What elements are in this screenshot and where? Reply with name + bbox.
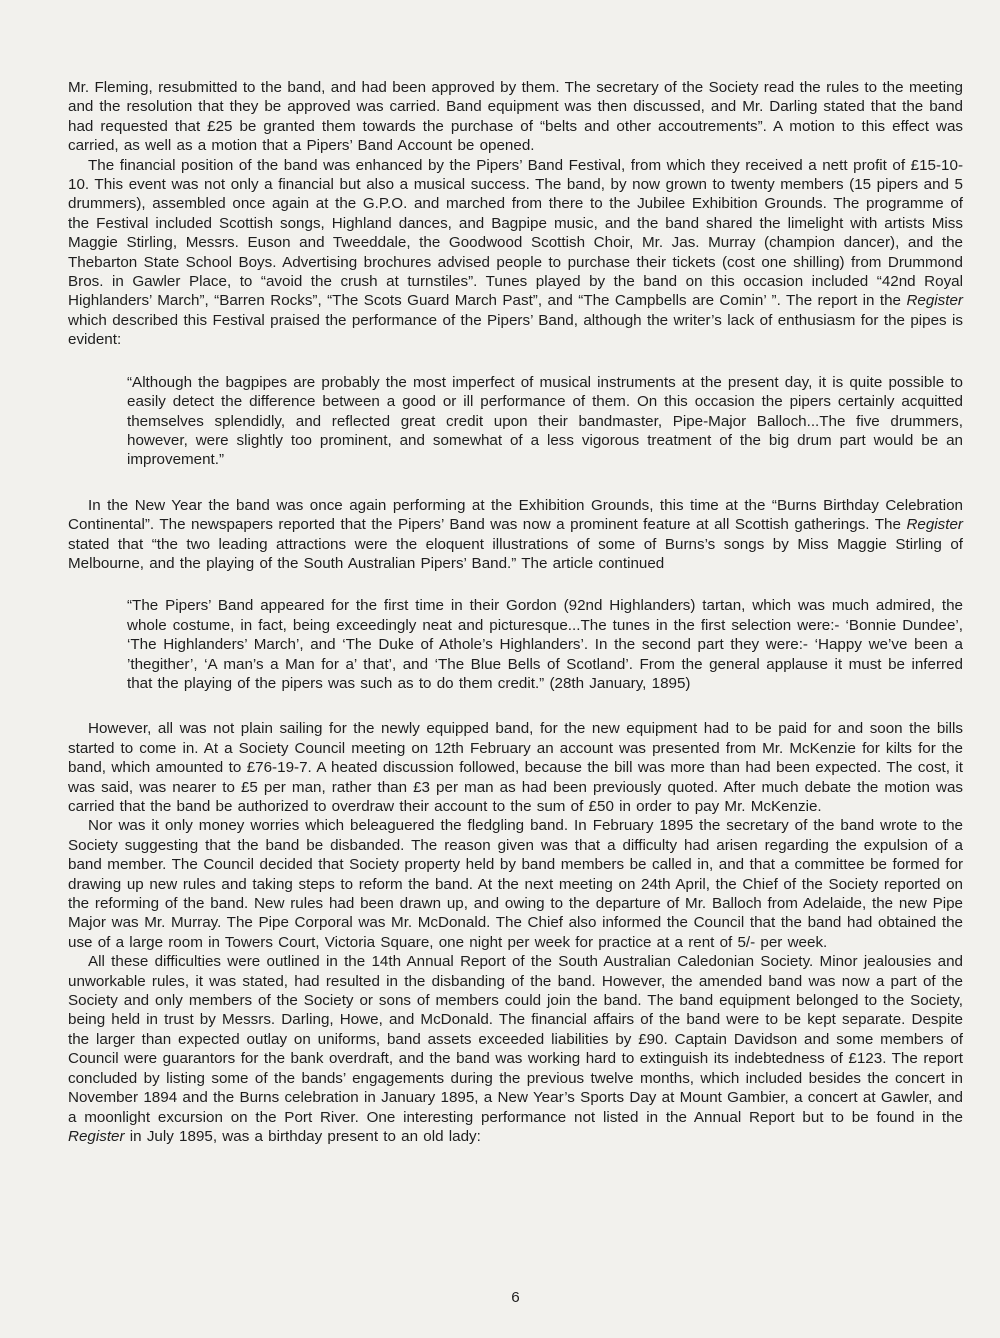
paragraph-continuation: Mr. Fleming, resubmitted to the band, and had been approved by them. The secretary of the Society read the rules to the meeting and the resolution that they be approved was carried. Band equipment was then discussed, and Mr. Darling stated that the band had requested that £25 be granted them towards the purchase of “belts and other accoutrements”. A motion to this effect was carried, as well as a motion that a Pipers’ Band Account be opened.	[68, 79, 963, 155]
paragraph-festival: The financial position of the band was enhanced by the Pipers’ Band Festival, from which they received a nett profit of £15-10-10. This event was not only a financial but also a musical success. The band, by now grown to twenty members (15 pipers and 5 drummers), assembled once again at the G.P.O. and marched from there to the Jubilee Exhibition Grounds. The programme of the Festival included Scottish songs, Highland dances, and Bagpipe music, and the band shared the limelight with artists Miss Maggie Stirling, Messrs. Euson and Tweeddale, the Goodwood Scottish Choir, Mr. Jas. Murray (champion dancer), and the Thebarton State School Boys. Advertising brochures advised people to purchase their tickets (cost one shilling) from Drummond Bros. in Gawler Place, to “avoid the crush at turnstiles”. Tunes played by the band on this occasion included “42nd Royal Highlanders’ March”, “Barren Rocks”, “The Scots Guard March Past”, and “The Campbells are Comin’ ”. The report in the Register which described this Festival praised the performance of the Pipers’ Band, although the writer’s lack of enthusiasm for the pipes is evident:	[68, 156, 963, 349]
paragraph-annual-report: All these difficulties were outlined in the 14th Annual Report of the South Australian Caledonian Society. Minor jealousies and unworkable rules, it was stated, had resulted in the disbanding of the band. However, the amended band was now a part of the Society and only members of the Society or sons of members could join the band. The band equipment belonged to the Society, being held in trust by Messrs. Darling, Howe, and McDonald. The financial affairs of the band were to be kept separate. Despite the larger than expected outlay on uniforms, band assets exceeded liabilities by £90. Captain Davidson and some members of Council were guarantors for the bank overdraft, and the band was working hard to extinguish its indebtedness of £123. The report concluded by listing some of the bands’ engagements during the previous twelve months, which included besides the concert in November 1894 and the Burns celebration in January 1895, a New Year’s Sports Day at Mount Gambier, a concert at Gawler, and a moonlight excursion on the Port River. One interesting performance not listed in the Annual Report but to be found in the Register in July 1895, was a birthday present to an old lady:	[68, 953, 963, 1145]
paragraph-disband-reform: Nor was it only money worries which beleaguered the fledgling band. In February 1895 the secretary of the band wrote to the Society suggesting that the band be disbanded. The reason given was that a difficulty had arisen regarding the expulsion of a band member. The Council decided that Society property held by band members be called in, and that a committee be formed for drawing up new rules and taking steps to reform the band. At the next meeting on 24th April, the Chief of the Society reported on the reforming of the band. New rules had been drawn up, and owing to the departure of Mr. Balloch from Adelaide, the new Pipe Major was Mr. Murray. The Pipe Corporal was Mr. McDonald. The Chief also informed the Council that the band had obtained the use of a large room in Towers Court, Victoria Square, one night per week for practice at a rent of 5/- per week.	[68, 817, 963, 951]
paragraph-bills: However, all was not plain sailing for the newly equipped band, for the new equipment had to be paid for and soon the bills started to come in. At a Society Council meeting on 12th February an account was presented from Mr. McKenzie for kilts for the band, which amounted to £76-19-7. A heated discussion followed, because the bill was more than had been expected. The cost, it was said, was nearer to £5 per man, rather than £3 per man as had been previously quoted. After much debate the motion was carried that the band be authorized to overdraw their account to the sum of £50 in order to pay Mr. McKenzie.	[68, 720, 963, 815]
paragraph-new-year: In the New Year the band was once again performing at the Exhibition Grounds, this time at the “Burns Birthday Celebration Continental”. The newspapers reported that the Pipers’ Band was now a prominent feature at all Scottish gatherings. The Register stated that “the two leading attractions were the eloquent illustrations of some of Burns’s songs by Miss Maggie Stirling of Melbourne, and the playing of the South Australian Pipers’ Band.” The article continued	[68, 496, 963, 572]
blockquote-tartan-debut: “The Pipers’ Band appeared for the first time in their Gordon (92nd Highlanders) tartan, which was much admired, the whole costume, in fact, being exceedingly neat and picturesque...The tunes in the first selection were:- ‘Bonnie Dundee’, ‘The Highlanders’ March’, and ‘The Duke of Athole’s Highlanders’. In the second part they were:- ‘Happy we’ve been a ’thegither’, ‘A man’s a Man for a’ that’, and ‘The Blue Bells of Scotland’. From the general applause it must be inferred that the playing of the pipers was such as to do them credit.” (28th January, 1895)	[127, 597, 963, 692]
blockquote-register-review: “Although the bagpipes are probably the most imperfect of musical instruments at the present day, it is quite possible to easily detect the difference between a good or ill performance of them. On this occasion the pipers certainly acquitted themselves splendidly, and reflected great credit upon their bandmaster, Pipe-Major Balloch...The five drummers, however, were slightly too prominent, and somewhat of a less vigorous treatment of the big drum part would be an improvement.”	[127, 373, 963, 469]
page-number: 6	[511, 1289, 520, 1306]
page-content	[68, 78, 963, 1146]
